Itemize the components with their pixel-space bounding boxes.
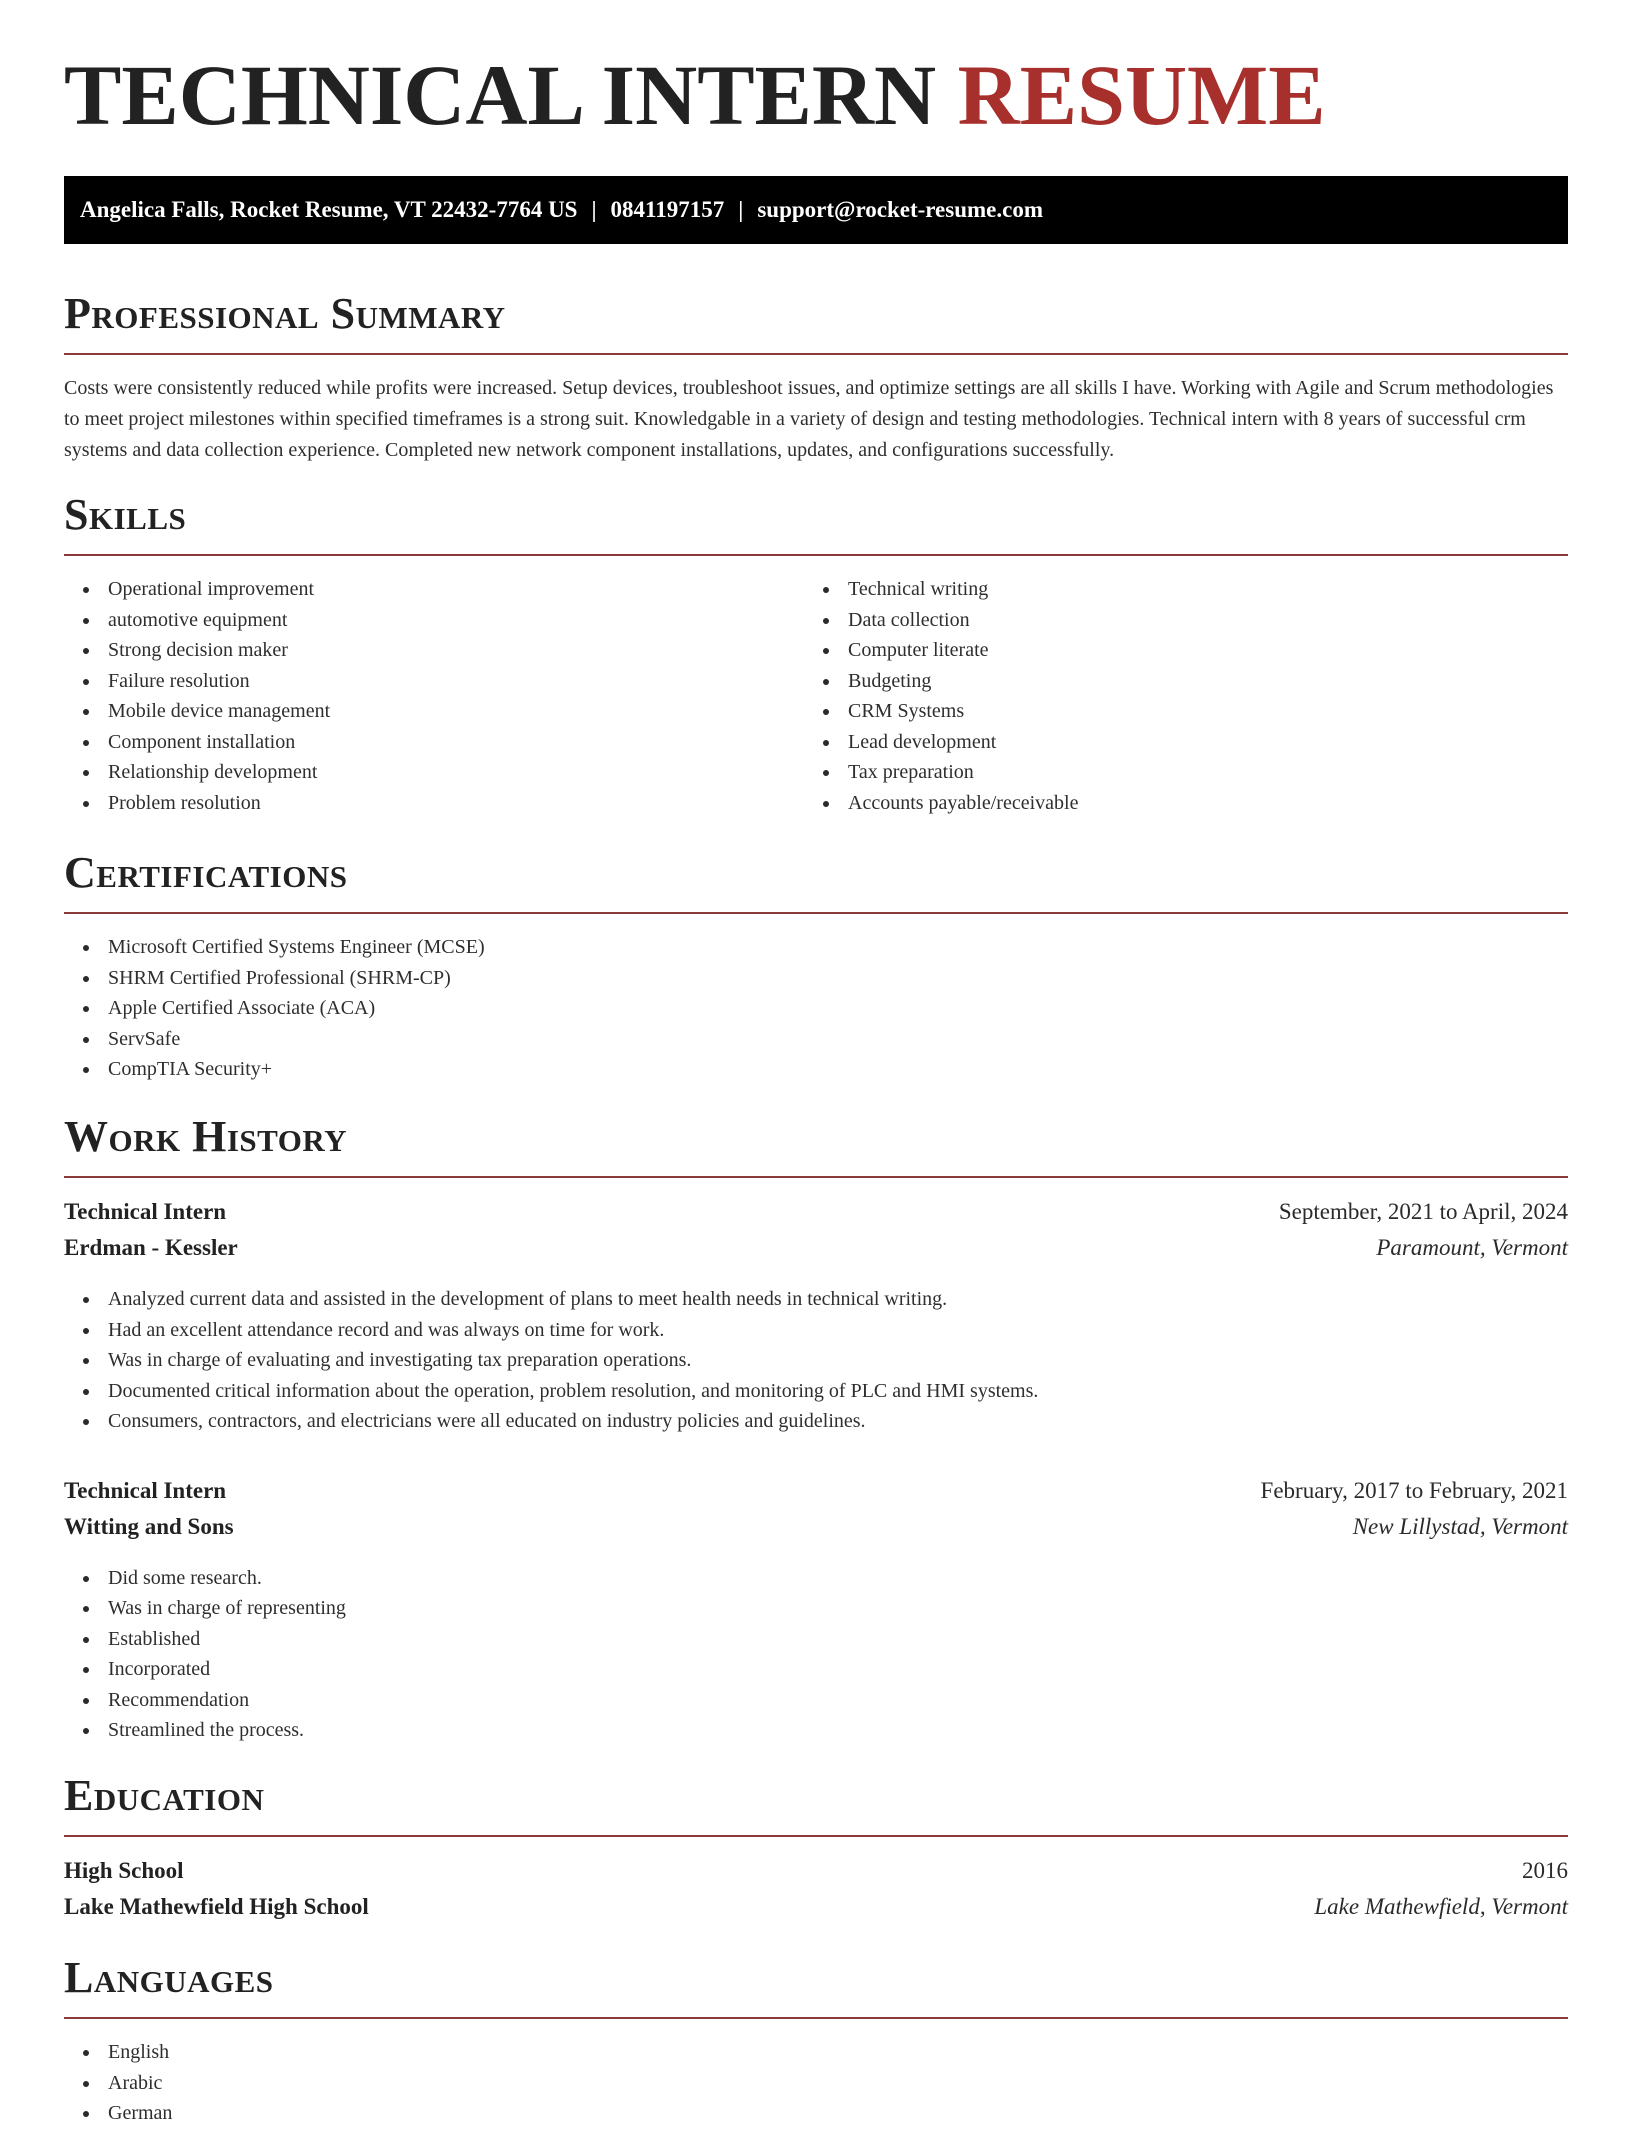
skills-list-right [804, 574, 1544, 818]
languages-list [64, 2037, 1568, 2129]
job-duty-item: Streamlined the process. [64, 1715, 1568, 1746]
skill-item: CRM Systems [804, 696, 1544, 727]
job-duty-item: Was in charge of representing [64, 1593, 1568, 1624]
job-dates: September, 2021 to April, 2024 [1278, 1199, 1568, 1224]
section-heading: Work History [64, 1112, 348, 1161]
job-location: Paramount, Vermont [1376, 1235, 1568, 1260]
job-subheader [64, 1509, 1568, 1545]
section-heading: Languages [64, 1953, 274, 2002]
language-item: English [64, 2037, 1568, 2068]
contact-phone: 0841197157 [610, 197, 725, 222]
job-duty-item: Analyzed current data and assisted in the development of plans to meet health needs in technical writing. [64, 1284, 1568, 1315]
title-accent: RESUME [957, 47, 1326, 143]
skills-columns [64, 556, 1568, 818]
skill-item: Mobile device management [64, 696, 804, 727]
education-school: Lake Mathewfield High School [64, 1894, 369, 1919]
education-degree: High School [64, 1858, 184, 1883]
job-title: Technical Intern [64, 1199, 227, 1224]
language-item: German [64, 2098, 1568, 2129]
contact-separator: | [738, 197, 744, 222]
certifications-section [64, 848, 1568, 1085]
skill-item: Accounts payable/receivable [804, 788, 1544, 819]
skill-item: Lead development [804, 727, 1544, 758]
skill-item: Budgeting [804, 666, 1544, 697]
skills-list-left [64, 574, 804, 818]
job-duty-item: Established [64, 1624, 1568, 1655]
education-year: 2016 [1522, 1858, 1568, 1883]
certification-item: CompTIA Security+ [64, 1054, 1568, 1085]
education-section [64, 1771, 1568, 1925]
job-company: Erdman - Kessler [64, 1235, 238, 1260]
contact-address: Angelica Falls, Rocket Resume, VT 22432-7764 US [80, 197, 578, 222]
certification-item: Apple Certified Associate (ACA) [64, 993, 1568, 1024]
section-divider [64, 1835, 1568, 1837]
skill-item: Data collection [804, 605, 1544, 636]
language-item: Arabic [64, 2068, 1568, 2099]
job-entry [64, 1194, 1568, 1437]
education-entry [64, 1853, 1568, 1925]
languages-section [64, 1953, 1568, 2129]
education-location: Lake Mathewfield, Vermont [1314, 1894, 1568, 1919]
job-duty-item: Did some research. [64, 1563, 1568, 1594]
job-duty-item: Incorporated [64, 1654, 1568, 1685]
section-heading: Certifications [64, 848, 348, 897]
education-subheader [64, 1889, 1568, 1925]
section-heading: Education [64, 1771, 265, 1820]
skill-item: Component installation [64, 727, 804, 758]
certification-item: ServSafe [64, 1024, 1568, 1055]
job-header [64, 1194, 1568, 1230]
section-heading: Skills [64, 490, 187, 539]
job-location: New Lillystad, Vermont [1352, 1513, 1568, 1539]
skill-item: Operational improvement [64, 574, 804, 605]
skill-item: Problem resolution [64, 788, 804, 819]
education-header [64, 1853, 1568, 1889]
section-divider [64, 1176, 1568, 1178]
contact-separator: | [591, 197, 597, 222]
job-duty-item: Recommendation [64, 1685, 1568, 1716]
certifications-list [64, 932, 1568, 1085]
job-duty-item: Consumers, contractors, and electricians were all educated on industry policies and guidelines. [64, 1406, 1568, 1437]
title-main: TECHNICAL INTERN [64, 47, 937, 143]
section-heading: Professional Summary [64, 289, 506, 338]
job-entry [64, 1473, 1568, 1746]
skill-item: automotive equipment [64, 605, 804, 636]
skill-item: Failure resolution [64, 666, 804, 697]
job-duty-item: Had an excellent attendance record and was always on time for work. [64, 1315, 1568, 1346]
work-history-section [64, 1112, 1568, 1746]
skill-item: Relationship development [64, 757, 804, 788]
page-title [64, 47, 1326, 143]
skill-item: Computer literate [804, 635, 1544, 666]
section-divider [64, 353, 1568, 355]
job-duties-list [64, 1284, 1568, 1437]
summary-section [64, 289, 1568, 466]
certification-item: Microsoft Certified Systems Engineer (MCSE) [64, 932, 1568, 963]
job-title: Technical Intern [64, 1477, 227, 1503]
job-company: Witting and Sons [64, 1513, 234, 1539]
job-header [64, 1473, 1568, 1509]
job-duties-list [64, 1563, 1568, 1746]
job-duty-item: Documented critical information about the operation, problem resolution, and monitoring of PLC and HMI systems. [64, 1376, 1568, 1407]
job-dates: February, 2017 to February, 2021 [1260, 1477, 1568, 1503]
skill-item: Strong decision maker [64, 635, 804, 666]
skills-section [64, 490, 1568, 818]
section-divider [64, 2017, 1568, 2019]
job-subheader [64, 1230, 1568, 1266]
summary-text: Costs were consistently reduced while profits were increased. Setup devices, troubleshoot issues, and optimize settings are all skills I have. Working with Agile and Scrum methodologies to meet project milestones within specified timeframes is a strong suit. Knowledgable in a variety of design and testing methodologies. Technical intern with 8 years of successful crm systems and data collection experience. Completed new network component installations, updates, and configurations successfully. [64, 377, 1554, 461]
skill-item: Tax preparation [804, 757, 1544, 788]
contact-email[interactable]: support@rocket-resume.com [757, 197, 1043, 222]
job-duty-item: Was in charge of evaluating and investigating tax preparation operations. [64, 1345, 1568, 1376]
section-divider [64, 912, 1568, 914]
skill-item: Technical writing [804, 574, 1544, 605]
certification-item: SHRM Certified Professional (SHRM-CP) [64, 963, 1568, 994]
contact-bar [64, 176, 1568, 244]
